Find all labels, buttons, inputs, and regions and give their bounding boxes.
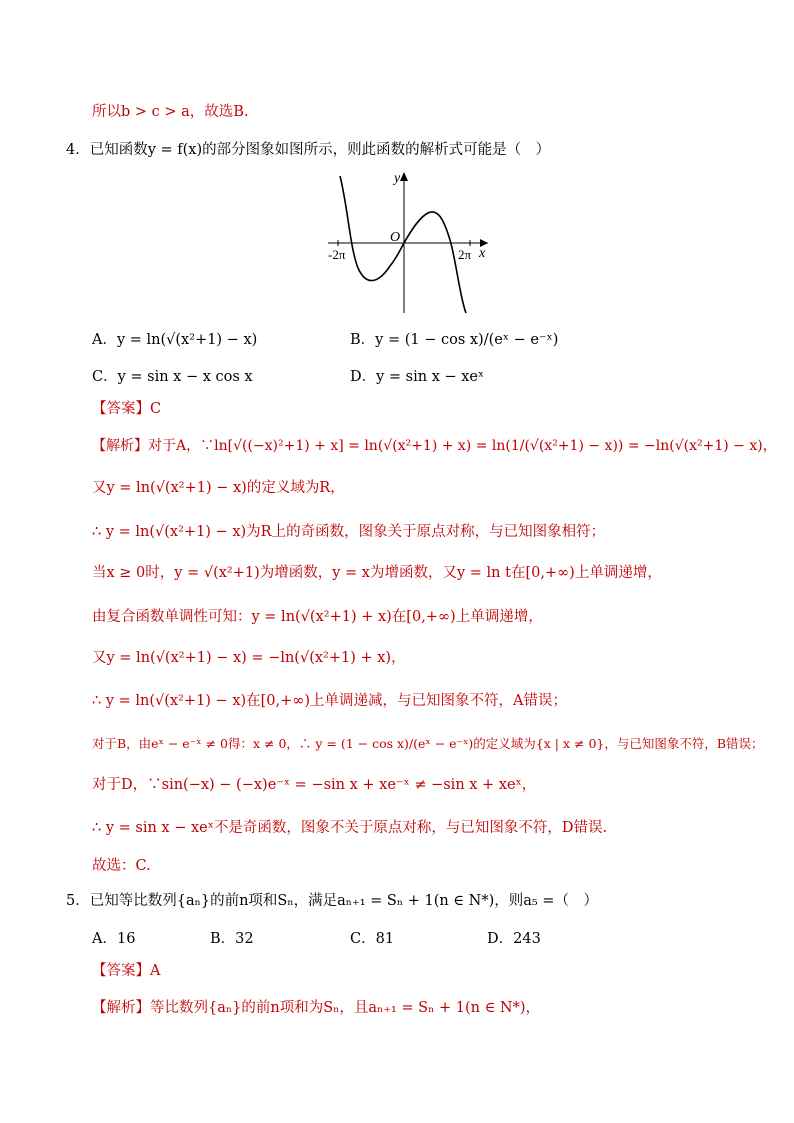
function-graph [318, 168, 498, 318]
q4-answer: 【答案】C [92, 401, 162, 417]
y-axis-label: y [394, 171, 401, 186]
q4-option-a: A．y = ln(√(x²+1) − x) [92, 332, 258, 348]
left-tick-label: -2π [328, 247, 346, 262]
q4-solution-line-9: 对于D，∵sin(−x) − (−x)e⁻ˣ = −sin x + xe⁻ˣ ≠ −sin x + xeˣ， [92, 777, 537, 793]
q4-solution-line-7: ∴ y = ln(√(x²+1) − x)在[0,+∞)上单调递减，与已知图象不符，A错误； [92, 693, 567, 709]
x-axis-label: x [479, 246, 486, 261]
q4-solution-conclusion: 故选：C. [92, 858, 151, 874]
q4-option-d: D．y = sin x − xeˣ [350, 369, 485, 385]
q4-solution-line-1: 【解析】对于A，∵ln[√((−x)²+1) + x] = ln(√(x²+1) + x) = ln(1/(√(x²+1) − x)) = −ln(√(x²+1) − x)， [92, 438, 777, 454]
q4-solution-line-6: 又y = ln(√(x²+1) − x) = −ln(√(x²+1) + x)， [92, 650, 406, 666]
origin-label: O [390, 230, 401, 245]
q4-solution-line-4: 当x ≥ 0时，y = √(x²+1)为增函数，y = x为增函数，又y = ln t在[0,+∞)上单调递增， [92, 565, 662, 581]
q4-option-c: C．y = sin x − x cos x [92, 369, 253, 385]
q4-solution-line-5: 由复合函数单调性可知：y = ln(√(x²+1) + x)在[0,+∞)上单调递增， [92, 609, 543, 625]
q5-option-b: B．32 [210, 931, 254, 947]
q4-option-b: B．y = (1 − cos x)/(eˣ − e⁻ˣ) [350, 332, 559, 348]
function-curve [340, 176, 466, 313]
q5-option-a: A．16 [92, 931, 136, 947]
q4-solution-line-10: ∴ y = sin x − xeˣ不是奇函数，图象不关于原点对称，与已知图象不符，D错误. [92, 820, 608, 836]
right-tick-label: 2π [458, 247, 472, 262]
q5-option-d: D．243 [487, 931, 541, 947]
q5-solution-line-1: 【解析】等比数列{aₙ}的前n项和为Sₙ，且aₙ₊₁ = Sₙ + 1(n ∈ N*)， [92, 1000, 541, 1016]
question-5-stem: 5．已知等比数列{aₙ}的前n项和Sₙ，满足aₙ₊₁ = Sₙ + 1(n ∈ N*)，则a₅ =（ ） [66, 893, 598, 909]
question-4-stem: 4．已知函数y = f(x)的部分图象如图所示，则此函数的解析式可能是（ ） [66, 142, 551, 158]
q5-answer: 【答案】A [92, 963, 161, 979]
q4-solution-line-3: ∴ y = ln(√(x²+1) − x)为R上的奇函数，图象关于原点对称，与已知图象相符； [92, 524, 606, 540]
q4-solution-line-2: 又y = ln(√(x²+1) − x)的定义域为R， [92, 480, 345, 496]
q4-solution-line-8: 对于B，由eˣ − e⁻ˣ ≠ 0得：x ≠ 0，∴ y = (1 − cos x)/(eˣ − e⁻ˣ)的定义域为{x | x ≠ 0}，与已知图象不符，B错误； [92, 736, 764, 751]
previous-solution-conclusion: 所以b > c > a，故选B. [92, 104, 249, 120]
q5-option-c: C．81 [350, 931, 395, 947]
y-axis-arrow [400, 172, 408, 181]
